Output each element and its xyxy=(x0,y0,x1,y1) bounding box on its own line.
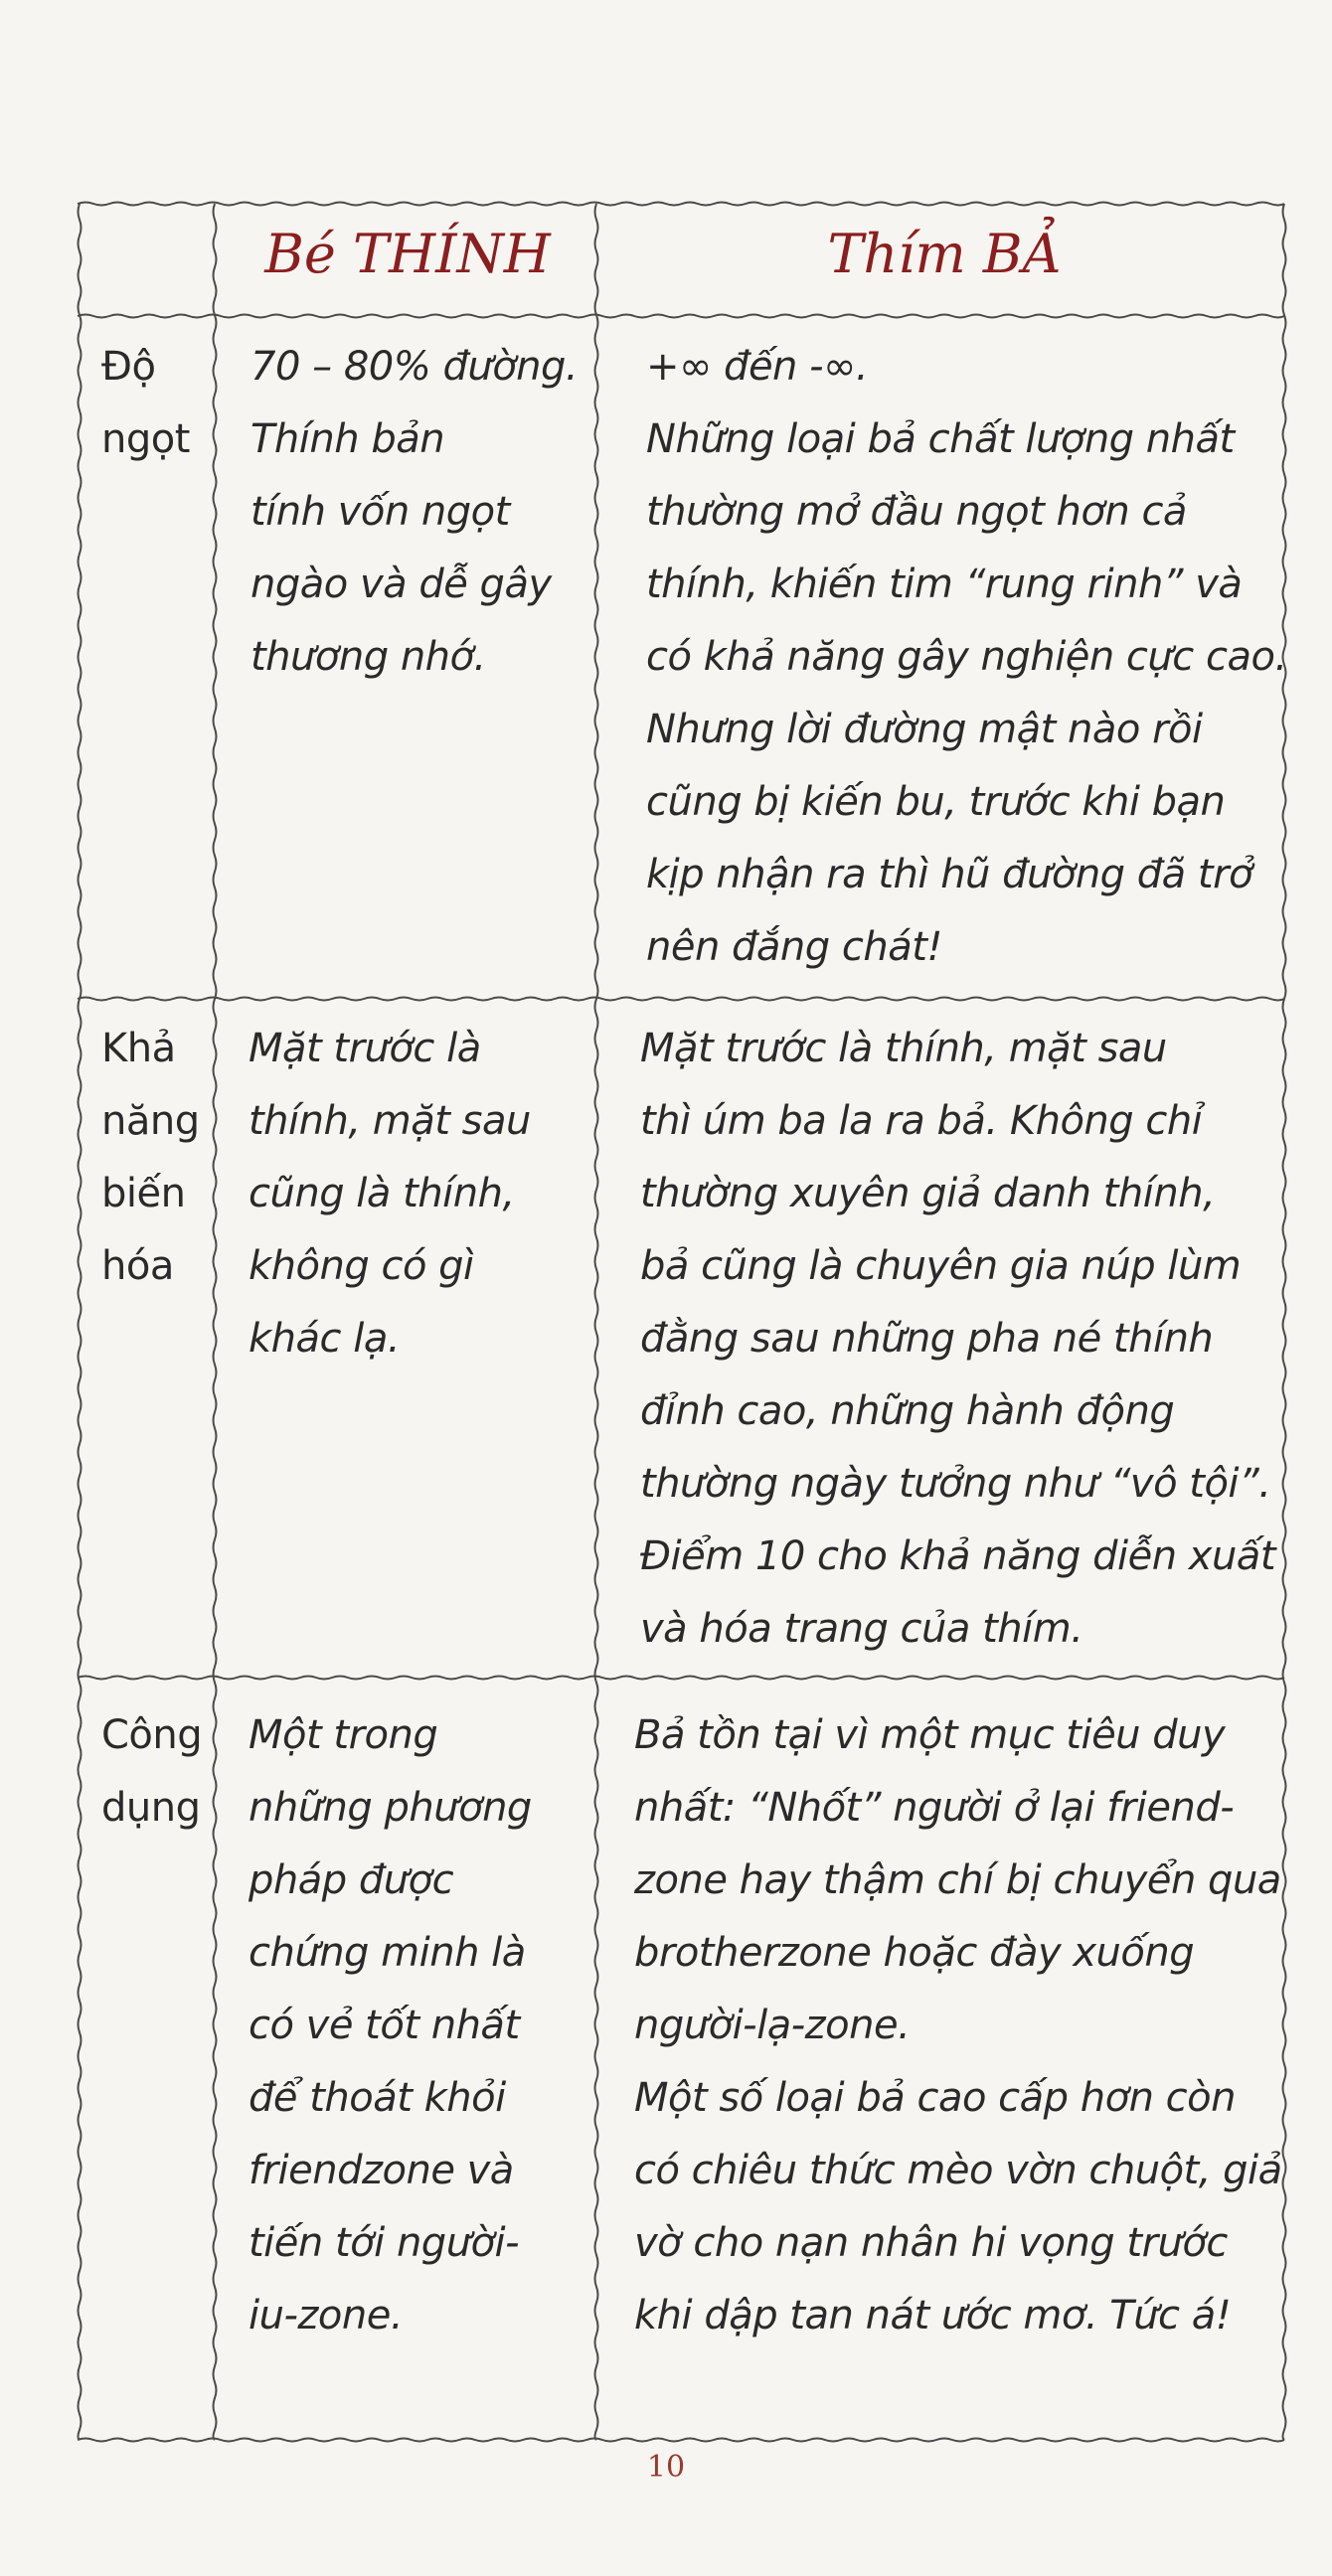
table-line-left xyxy=(79,204,82,2440)
cell-thinh-kha-nang-bien-hoa: Mặt trước là thính, mặt sau cũng là thính, không có gì khác lạ. xyxy=(249,1026,531,1362)
cell-thinh-do-ngot: 70 – 80% đường. Thính bản tính vốn ngọt ngào và dễ gây thương nhớ. xyxy=(250,344,579,680)
cell-thinh-cong-dung: Một trong những phương pháp được chứng minh là có vẻ tốt nhất để thoát khỏi friendzone và tiến tới người- iu-zone. xyxy=(249,1712,532,2338)
table-line-row2-bottom xyxy=(78,1677,1284,1680)
cell-ba-cong-dung: Bả tồn tại vì một mục tiêu duy nhất: “Nhốt” người ở lại friend- zone hay thậm chí bị chuyển qua brotherzone hoặc đày xuống người-lạ-zone. Một số loại bả cao cấp hơn còn có chiêu thức mèo vờn chuột, giả vờ cho nạn nhân hi vọng trước khi dập tan nát ước mơ. Tức á! xyxy=(634,1712,1282,2338)
table-line-header-bottom xyxy=(78,315,1284,318)
page-number: 10 xyxy=(646,2450,686,2485)
cell-ba-do-ngot: +∞ đến -∞. Những loại bả chất lượng nhất thường mở đầu ngọt hơn cả thính, khiến tim “rung rinh” và có khả năng gây nghiện cực cao. Nhưng lời đường mật nào rồi cũng bị kiến bu, trước khi bạn kịp nhận ra thì hũ đường đã trở nên đắng chát! xyxy=(646,344,1287,970)
cell-ba-kha-nang-bien-hoa: Mặt trước là thính, mặt sau thì úm ba la ra bả. Không chỉ thường xuyên giả danh thính, bả cũng là chuyên gia núp lùm đằng sau những pha né thính đỉnh cao, những hành động thường ngày tưởng như “vô tội”. Điểm 10 cho khả năng diễn xuất và hóa trang của thím. xyxy=(640,1026,1276,1652)
table-line-row1-bottom xyxy=(78,998,1284,1001)
table-line-bottom xyxy=(78,2439,1284,2442)
table-line-col1 xyxy=(214,204,217,2440)
header-thim-ba: Thím BẢ xyxy=(827,223,1062,285)
table-line-col2 xyxy=(595,204,598,2440)
header-be-thinh: Bé THÍNH xyxy=(264,223,551,285)
row-label-cong-dung: Công dụng xyxy=(101,1712,203,1831)
table-line-top xyxy=(78,203,1284,206)
row-label-kha-nang-bien-hoa: Khả năng biến hóa xyxy=(101,1026,200,1289)
row-label-do-ngot: Độ ngọt xyxy=(101,344,190,462)
